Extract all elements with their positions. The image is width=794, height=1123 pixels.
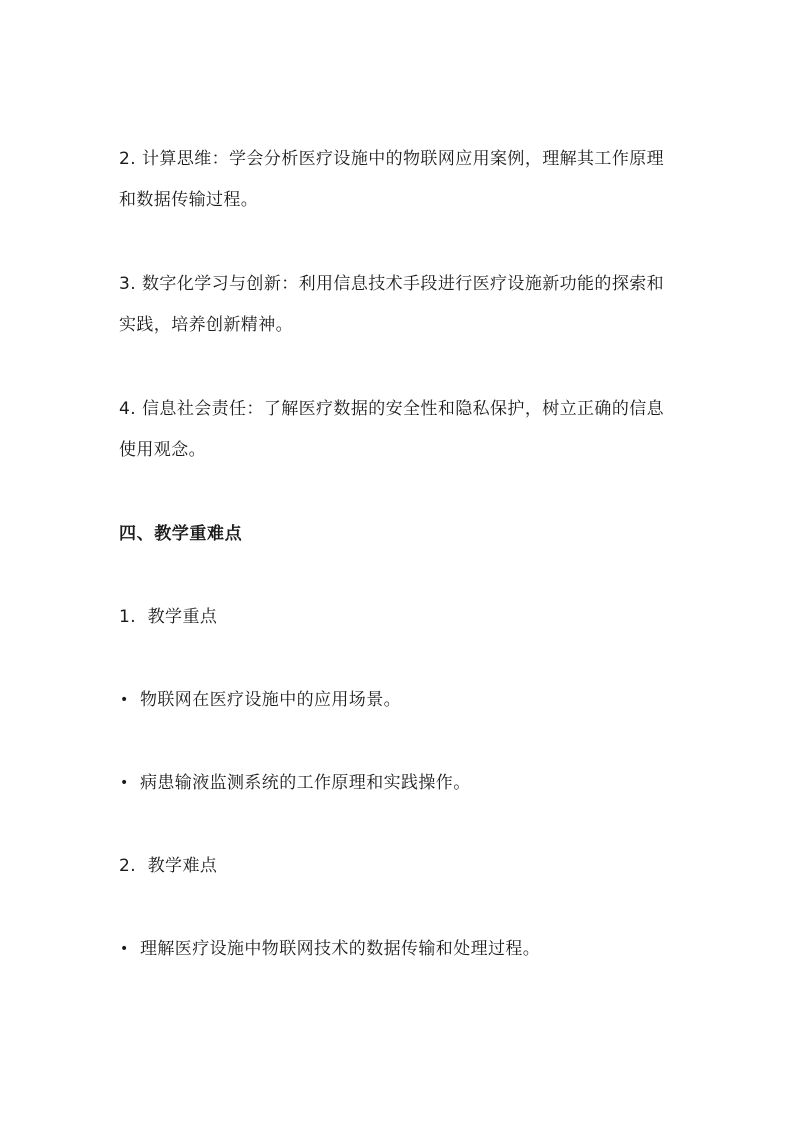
list-item-text: 物联网在医疗设施中的应用场景。 (140, 690, 401, 710)
paragraph-number: 3. (119, 274, 137, 294)
list-item-text: 病患输液监测系统的工作原理和实践操作。 (140, 773, 471, 793)
paragraph-text: 计算思维：学会分析医疗设施中的物联网应用案例，理解其工作原理和数据传输过程。 (119, 149, 665, 210)
list-item-text: 理解医疗设施中物联网技术的数据传输和处理过程。 (140, 939, 541, 959)
subheading-number: 1. (119, 607, 137, 627)
paragraph-text: 数字化学习与创新：利用信息技术手段进行医疗设施新功能的探索和实践，培养创新精神。 (119, 274, 665, 335)
subheading-key-points (119, 605, 217, 629)
paragraph-digital-learning (119, 264, 679, 346)
paragraph-text: 信息社会责任：了解医疗数据的安全性和隐私保护，树立正确的信息使用观念。 (119, 399, 665, 460)
bullet-icon: • (120, 692, 129, 708)
paragraph-number: 2. (119, 149, 137, 169)
paragraph-social-responsibility (119, 389, 679, 471)
bullet-icon: • (120, 775, 129, 791)
section-heading: 四、教学重难点 (119, 524, 243, 544)
paragraph-computational-thinking (119, 139, 679, 221)
list-item (120, 771, 471, 795)
subheading-title: 教学难点 (147, 856, 218, 876)
bullet-icon: • (120, 941, 129, 957)
subheading-number: 2. (119, 856, 137, 876)
subheading-difficult-points (119, 854, 217, 878)
subheading-title: 教学重点 (147, 607, 218, 627)
list-item (120, 937, 540, 961)
list-item (120, 688, 401, 712)
paragraph-number: 4. (119, 399, 137, 419)
